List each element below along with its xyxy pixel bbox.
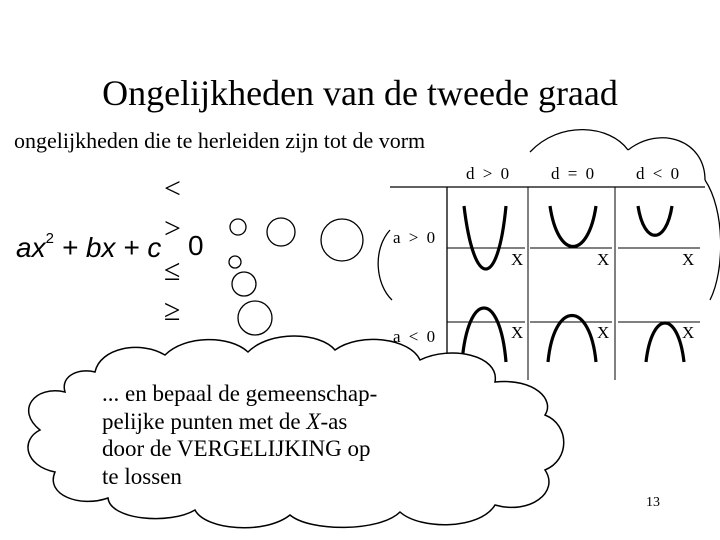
- bubble-circle: [238, 301, 272, 335]
- operator-less-than: <: [164, 172, 181, 205]
- bubble-circle: [232, 272, 256, 296]
- operator-greater-equal: ≥: [164, 294, 181, 327]
- parabola-up-no-root: [638, 206, 672, 235]
- column-header-d-zero: d = 0: [551, 164, 597, 183]
- column-header-d-positive: d > 0: [466, 164, 512, 183]
- parabola-down-two-roots: [462, 308, 506, 362]
- cloud-line-1: ... en bepaal de gemeenschap-: [102, 381, 378, 406]
- cloud-line-3: door de VERGELIJKING op: [102, 436, 371, 461]
- column-header-d-negative: d < 0: [636, 164, 682, 183]
- formula-exponent: 2: [45, 230, 54, 247]
- bubble-circle: [267, 218, 295, 246]
- operator-greater-than: >: [164, 212, 181, 245]
- slide-number: 13: [646, 495, 660, 510]
- x-axis-label: X: [597, 323, 610, 342]
- slide-title: Ongelijkheden van de tweede graad: [102, 73, 618, 113]
- formula-rhs: 0: [188, 230, 204, 261]
- arc-connector-4: [378, 230, 392, 300]
- row-header-a-negative: a < 0: [393, 327, 438, 346]
- x-axis-label: X: [682, 323, 695, 342]
- cloud-line-4: te lossen: [102, 463, 182, 489]
- x-axis-label: X: [682, 250, 695, 269]
- slide-subtitle: ongelijkheden die te herleiden zijn tot de vorm: [14, 128, 426, 153]
- parabola-up-one-root: [550, 206, 596, 247]
- bubble-circle: [230, 219, 246, 235]
- arc-connector-3: [705, 180, 720, 300]
- formula-rest: + bx + c: [53, 232, 162, 263]
- bubble-circle: [321, 219, 363, 261]
- cloud-line-2: pelijke punten met de X-as: [102, 408, 348, 434]
- arc-connector-1: [530, 130, 628, 152]
- formula-expression: [16, 230, 161, 264]
- x-axis-label: X: [597, 250, 610, 269]
- x-axis-label: X: [511, 250, 524, 269]
- operator-less-equal: ≤: [164, 254, 181, 287]
- x-axis-italic: X: [306, 408, 321, 434]
- cloud-text: [102, 380, 462, 490]
- parabola-up-two-roots: [464, 206, 506, 269]
- x-axis-label: X: [511, 323, 524, 342]
- parabola-down-no-root: [646, 323, 684, 362]
- bubble-circle: [229, 256, 241, 268]
- formula-lhs: ax: [16, 232, 46, 263]
- row-header-a-positive: a > 0: [393, 228, 438, 247]
